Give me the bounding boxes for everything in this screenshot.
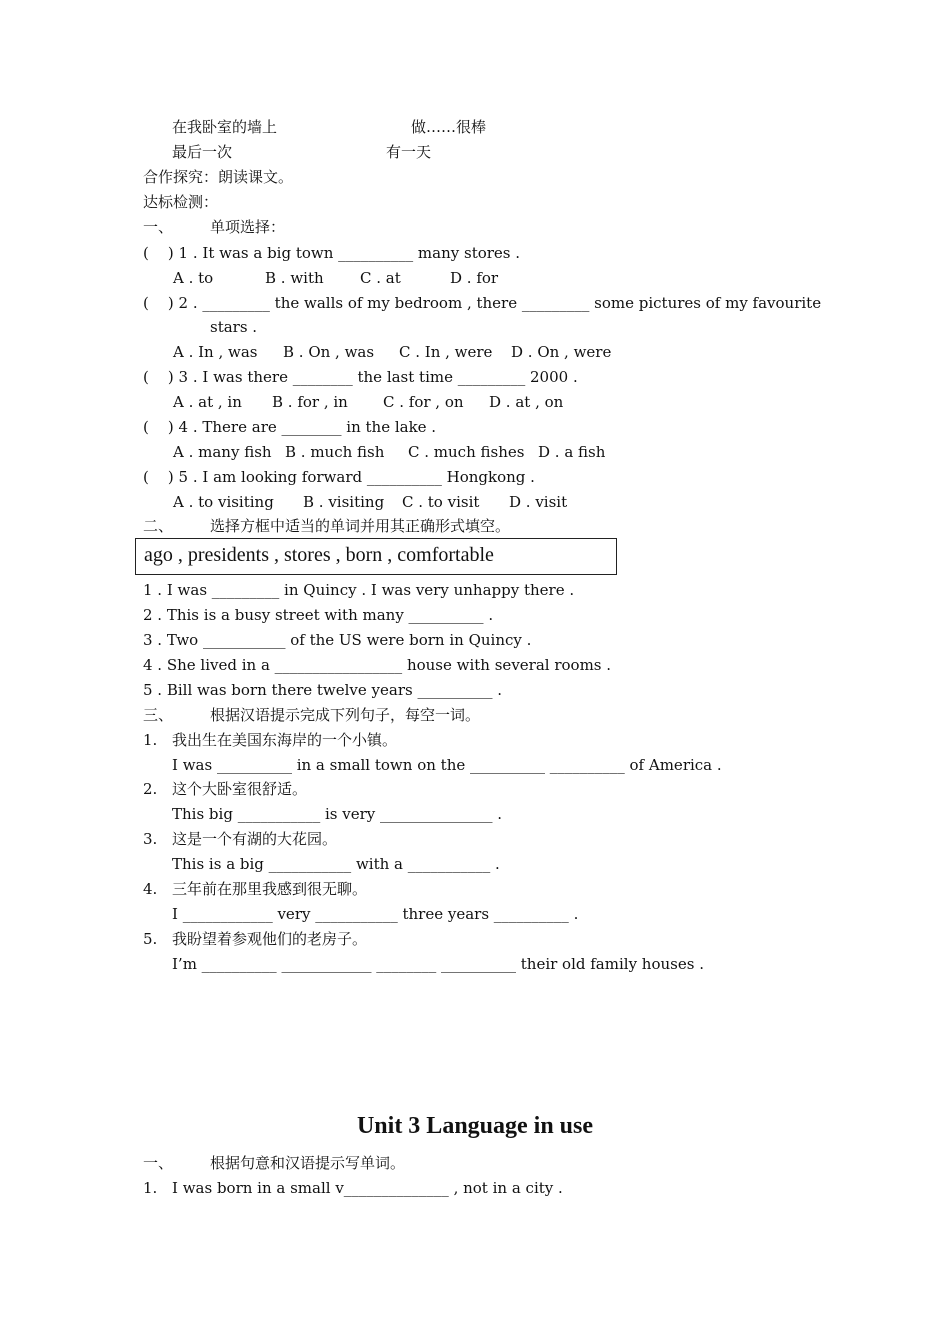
- option-d: D . On , were: [511, 343, 612, 361]
- option-b: B . much fish: [285, 443, 385, 461]
- question-stem: ( ) 1 . It was a big town __________ many stores .: [143, 244, 521, 262]
- english-sentence: I was __________ in a small town on the __________ __________ of America .: [172, 756, 722, 774]
- chinese-prompt: 我盼望着参观他们的老房子。: [172, 930, 368, 948]
- option-b: B . for , in: [272, 393, 348, 411]
- option-a: A . In , was: [173, 343, 258, 361]
- question-stem: ( ) 3 . I was there ________ the last time _________ 2000 .: [143, 368, 578, 386]
- section-title: 根据汉语提示完成下列句子，每空一词。: [210, 706, 481, 724]
- item-number: 4.: [143, 880, 158, 898]
- option-c: C . at: [360, 269, 401, 287]
- english-sentence: This is a big ___________ with a ___________ .: [172, 855, 500, 873]
- english-sentence: I’m __________ ____________ ________ __________ their old family houses .: [172, 955, 704, 973]
- option-a: A . to: [173, 269, 214, 287]
- fill-item: 1 . I was _________ in Quincy . I was very unhappy there .: [143, 581, 575, 599]
- fill-item: 2 . This is a busy street with many __________ .: [143, 606, 494, 624]
- section-title: 选择方框中适当的单词并用其正确形式填空。: [210, 517, 511, 535]
- phrase-right: 有一天: [386, 143, 432, 161]
- option-d: D . for: [450, 269, 499, 287]
- section-number: 一、: [143, 218, 174, 236]
- option-b: B . On , was: [283, 343, 375, 361]
- question-stem: ( ) 4 . There are ________ in the lake .: [143, 418, 437, 436]
- chinese-prompt: 三年前在那里我感到很无聊。: [172, 880, 368, 898]
- option-c: C . for , on: [383, 393, 464, 411]
- fill-item: 5 . Bill was born there twelve years __________ .: [143, 681, 503, 699]
- phrase-left: 在我卧室的墙上: [172, 118, 278, 136]
- option-c: C . much fishes: [408, 443, 525, 461]
- section-number: 三、: [143, 706, 174, 724]
- phrase-right: 做……很棒: [411, 118, 487, 136]
- option-a: A . to visiting: [173, 493, 274, 511]
- chinese-prompt: 我出生在美国东海岸的一个小镇。: [172, 731, 398, 749]
- item-number: 2.: [143, 780, 158, 798]
- item-number: 1.: [143, 1179, 158, 1197]
- section-title: 根据句意和汉语提示写单词。: [210, 1154, 406, 1172]
- chinese-prompt: 这是一个有湖的大花园。: [172, 830, 338, 848]
- fill-item: 3 . Two ___________ of the US were born in Quincy .: [143, 631, 532, 649]
- question-stem: ( ) 5 . I am looking forward __________ Hongkong .: [143, 468, 535, 486]
- question-stem-continued: stars .: [210, 318, 258, 336]
- word-box: [135, 538, 617, 575]
- option-c: C . to visit: [402, 493, 480, 511]
- item-number: 3.: [143, 830, 158, 848]
- option-d: D . visit: [509, 493, 568, 511]
- section-number: 二、: [143, 517, 174, 535]
- check-heading: 达标检测：: [143, 193, 219, 211]
- option-b: B . visiting: [303, 493, 385, 511]
- option-c: C . In , were: [399, 343, 493, 361]
- word-box-text: ago , presidents , stores , born , comfortable: [144, 544, 494, 566]
- section-number: 一、: [143, 1154, 174, 1172]
- unit-title: Unit 3 Language in use: [356, 1113, 594, 1139]
- cooperation-heading: 合作探究：朗读课文。: [143, 168, 294, 186]
- section-title: 单项选择：: [210, 218, 286, 236]
- chinese-prompt: 这个大卧室很舒适。: [172, 780, 308, 798]
- english-sentence: I was born in a small v______________ , not in a city .: [172, 1179, 563, 1197]
- option-d: D . at , on: [489, 393, 564, 411]
- english-sentence: I ____________ very ___________ three years __________ .: [172, 905, 579, 923]
- option-a: A . many fish: [173, 443, 272, 461]
- option-b: B . with: [265, 269, 324, 287]
- phrase-left: 最后一次: [172, 143, 233, 161]
- option-a: A . at , in: [173, 393, 242, 411]
- option-d: D . a fish: [538, 443, 606, 461]
- fill-item: 4 . She lived in a _________________ house with several rooms .: [143, 656, 612, 674]
- item-number: 5.: [143, 930, 158, 948]
- question-stem: ( ) 2 . _________ the walls of my bedroom , there _________ some pictures of my favourite: [143, 294, 822, 312]
- item-number: 1.: [143, 731, 158, 749]
- english-sentence: This big ___________ is very _______________ .: [172, 805, 503, 823]
